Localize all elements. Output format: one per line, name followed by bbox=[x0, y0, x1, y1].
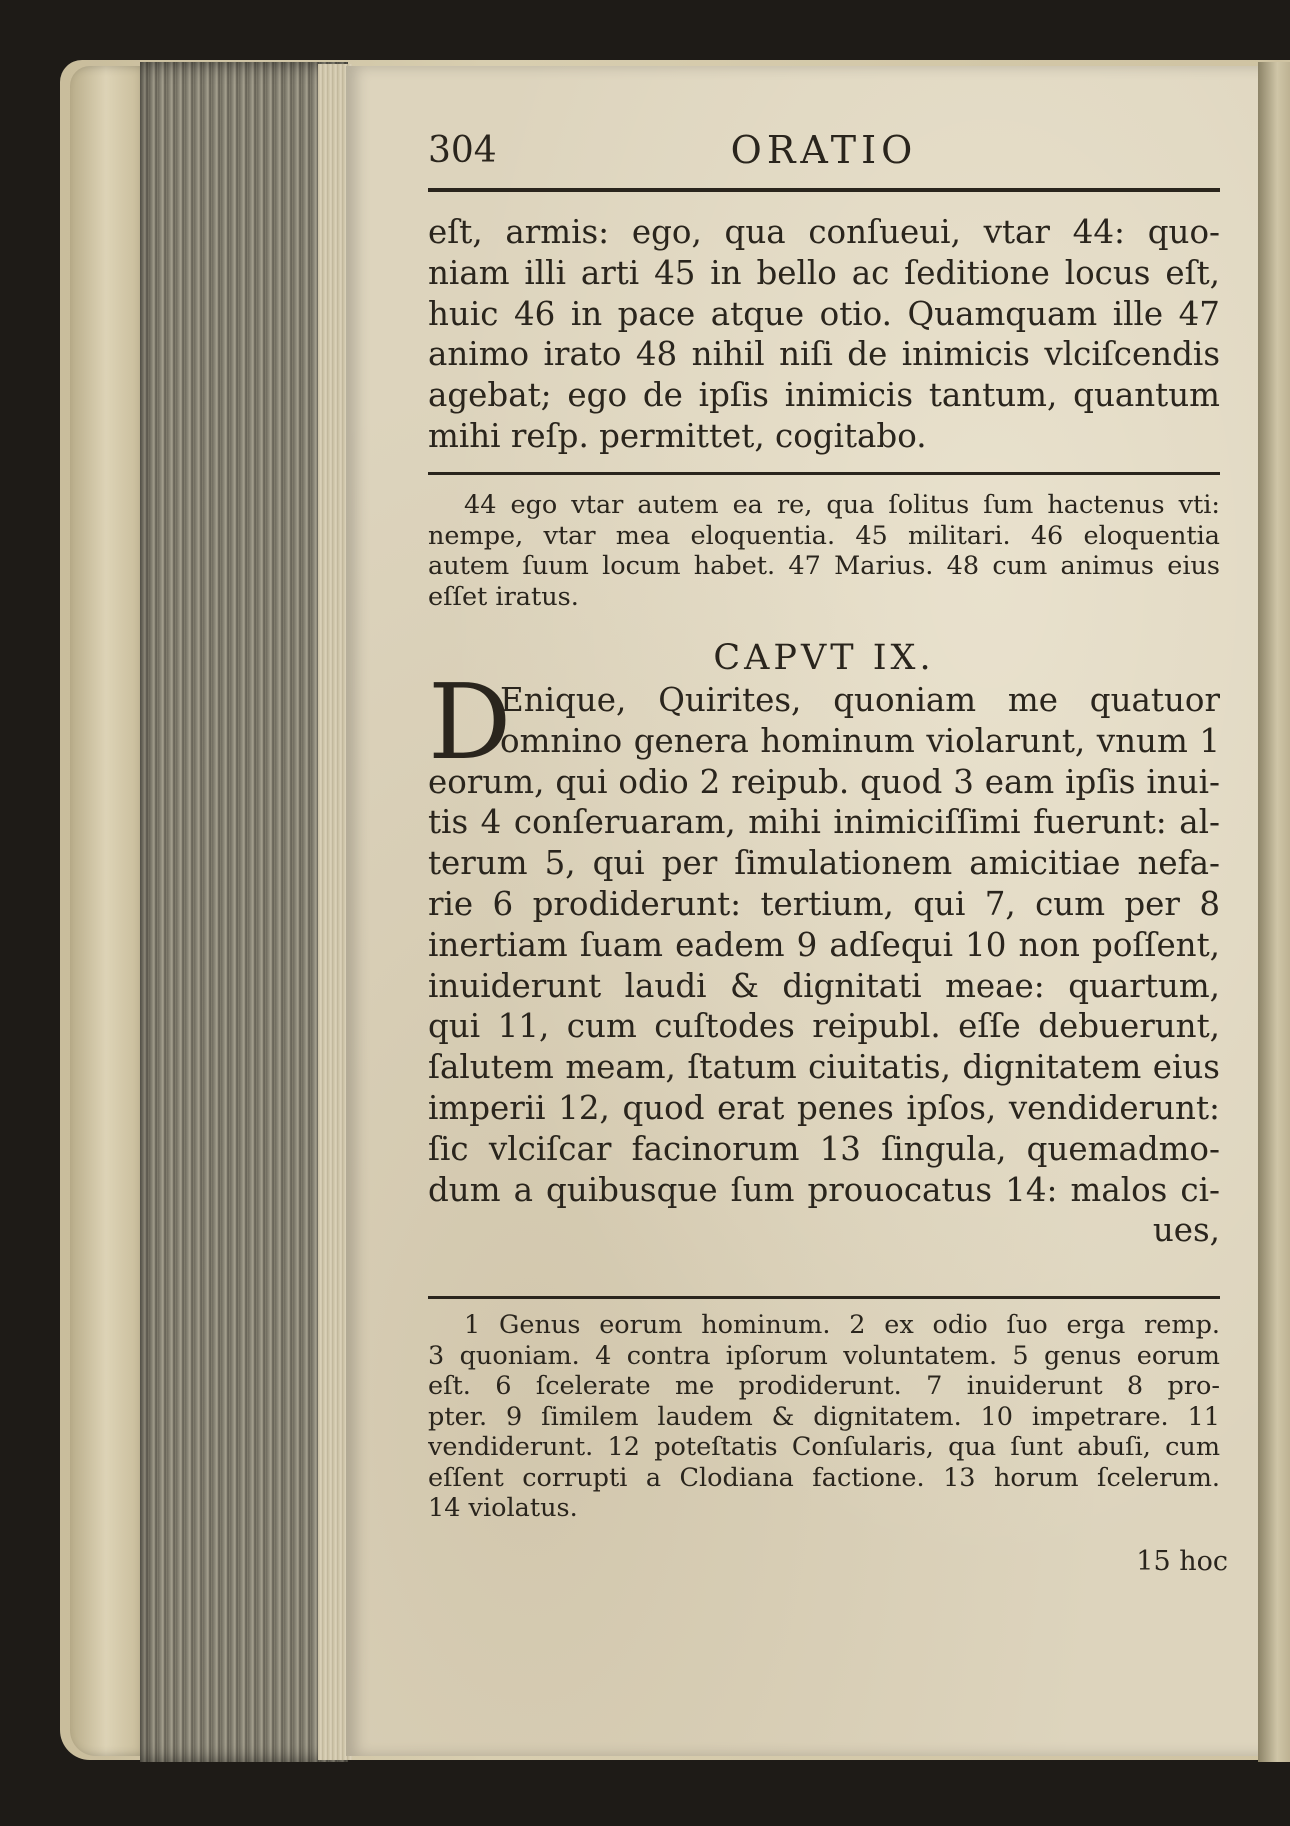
note-line: eſſent corrupti a Clodiana factione. 13 horum ſcelerum. bbox=[428, 1462, 1220, 1493]
text-line: niam illi arti 45 in bello ac ſeditione locus eſt, bbox=[428, 253, 1220, 292]
text-line: ſalutem meam, ſtatum ciuitatis, dignitatem eius bbox=[428, 1048, 1220, 1087]
running-title: ORATIO bbox=[730, 128, 918, 172]
note-line: 44 ego vtar autem ea re, qua ſolitus ſum hactenus vti: bbox=[464, 490, 1220, 520]
footnotes bbox=[428, 1310, 1220, 1524]
text-line: ſic vlciſcar facinorum 13 ſingula, quemadmo- bbox=[428, 1129, 1220, 1168]
text-line: omnino genera hominum violarunt, vnum 1 bbox=[500, 721, 1220, 760]
text-line: qui 11, cum cuſtodes reipubl. eſſe debuerunt, bbox=[428, 1007, 1220, 1046]
text-line: inertiam ſuam eadem 9 adſequi 10 non poſſent, bbox=[428, 925, 1220, 964]
text-line: rie 6 prodiderunt: tertium, qui 7, cum per 8 bbox=[428, 884, 1220, 923]
text-line: ues, bbox=[1152, 1211, 1220, 1250]
text-line: Enique, Quirites, quoniam me quatuor bbox=[500, 681, 1220, 719]
note-line: 14 violatus. bbox=[428, 1493, 578, 1523]
notes-rule bbox=[428, 472, 1220, 475]
footnote-rule bbox=[428, 1296, 1220, 1299]
text-line: terum 5, qui per ſimulationem amicitiae nefa- bbox=[428, 844, 1220, 883]
facing-page-edge bbox=[1258, 62, 1290, 1762]
text-line: eſt, armis: ego, qua conſueui, vtar 44: quo- bbox=[428, 213, 1220, 251]
note-line: eſſet iratus. bbox=[428, 581, 579, 612]
note-line: pter. 9 ſimilem laudem & dignitatem. 10 impetrare. 11 bbox=[428, 1401, 1220, 1432]
text-line: eorum, qui odio 2 reipub. quod 3 eam ipſis inui- bbox=[428, 762, 1220, 801]
catchword: 15 hoc bbox=[1136, 1546, 1228, 1577]
note-line: autem ſuum locum habet. 47 Marius. 48 cum animus eius bbox=[428, 551, 1220, 581]
text-line: dum a quibusque ſum prouocatus 14: malos ci- bbox=[428, 1170, 1220, 1209]
note-line: 3 quoniam. 4 contra ipſorum voluntatem. 5 genus eorum bbox=[428, 1340, 1220, 1371]
text-line: animo irato 48 nihil niſi de inimicis vlciſcendis bbox=[428, 335, 1220, 374]
text-line: inuiderunt laudi & dignitati meae: quartum, bbox=[428, 966, 1220, 1005]
note-line: vendiderunt. 12 poteſtatis Conſularis, qua ſunt abuſi, cum bbox=[428, 1432, 1220, 1462]
text-line: tis 4 conſeruaram, mihi inimiciſſimi fuerunt: al- bbox=[428, 803, 1220, 842]
text-line: agebat; ego de ipſis inimicis tantum, quantum bbox=[428, 376, 1220, 415]
note-line: 1 Genus eorum hominum. 2 ex odio ſuo erga remp. bbox=[464, 1310, 1220, 1340]
vellum-spine bbox=[70, 66, 150, 1756]
chapter-text bbox=[428, 680, 1220, 1251]
text-line: imperii 12, quod erat penes ipſos, vendiderunt: bbox=[428, 1088, 1220, 1127]
page-number: 304 bbox=[428, 130, 497, 171]
text-line: mihi reſp. permittet, cogitabo. bbox=[428, 416, 927, 455]
text-line: huic 46 in pace atque otio. Quamquam ille 47 bbox=[428, 294, 1220, 333]
running-head bbox=[428, 124, 1220, 174]
note-line: eſt. 6 ſcelerate me prodiderunt. 7 inuiderunt 8 pro- bbox=[428, 1371, 1220, 1401]
note-line: nempe, vtar mea eloquentia. 45 militari. 46 eloquentia bbox=[428, 520, 1220, 551]
top-notes bbox=[428, 490, 1220, 612]
head-rule bbox=[428, 188, 1220, 192]
top-text bbox=[428, 212, 1220, 457]
page-edges bbox=[140, 62, 348, 1762]
chapter-heading: CAPVT IX. bbox=[713, 638, 935, 678]
drop-capital: D bbox=[428, 661, 512, 783]
